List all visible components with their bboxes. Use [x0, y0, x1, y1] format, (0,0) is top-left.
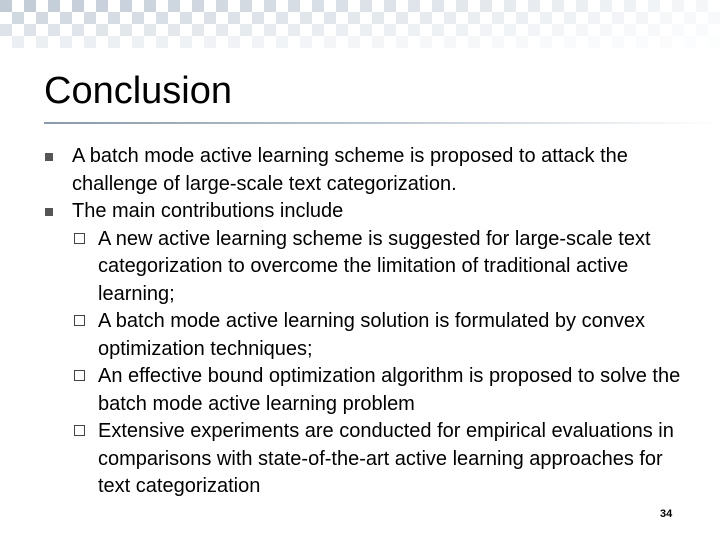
- bullet-text: The main contributions include: [72, 200, 344, 222]
- slide-body: [44, 143, 694, 501]
- header-decoration: [0, 0, 720, 48]
- sub-bullet-text: A batch mode active learning solution is formulated by convex optimization techniques;: [98, 310, 645, 360]
- hollow-square-bullet-icon: [74, 315, 85, 326]
- slide-title: Conclusion: [44, 70, 232, 112]
- sub-bullet-item: [44, 226, 694, 309]
- square-bullet-icon: [45, 153, 53, 161]
- sub-bullet-item: [44, 308, 694, 363]
- hollow-square-bullet-icon: [74, 233, 85, 244]
- sub-bullet-item: [44, 418, 694, 501]
- title-divider: [44, 122, 720, 124]
- square-bullet-icon: [45, 208, 53, 216]
- hollow-square-bullet-icon: [74, 425, 85, 436]
- hollow-square-bullet-icon: [74, 370, 85, 381]
- bullet-text: A batch mode active learning scheme is proposed to attack the challenge of large-scale text categorization.: [72, 145, 628, 195]
- sub-bullet-text: An effective bound optimization algorithm is proposed to solve the batch mode active learning problem: [98, 365, 681, 415]
- sub-bullet-text: A new active learning scheme is suggested for large-scale text categorization to overcome the limitation of traditional active learning;: [98, 227, 651, 305]
- bullet-item: [44, 198, 694, 226]
- page-number: 34: [660, 508, 673, 520]
- sub-bullet-item: [44, 363, 694, 418]
- bullet-item: [44, 143, 694, 198]
- sub-bullet-text: Extensive experiments are conducted for empirical evaluations in comparisons with state-of-the-art active learning approaches for text categorization: [98, 420, 674, 497]
